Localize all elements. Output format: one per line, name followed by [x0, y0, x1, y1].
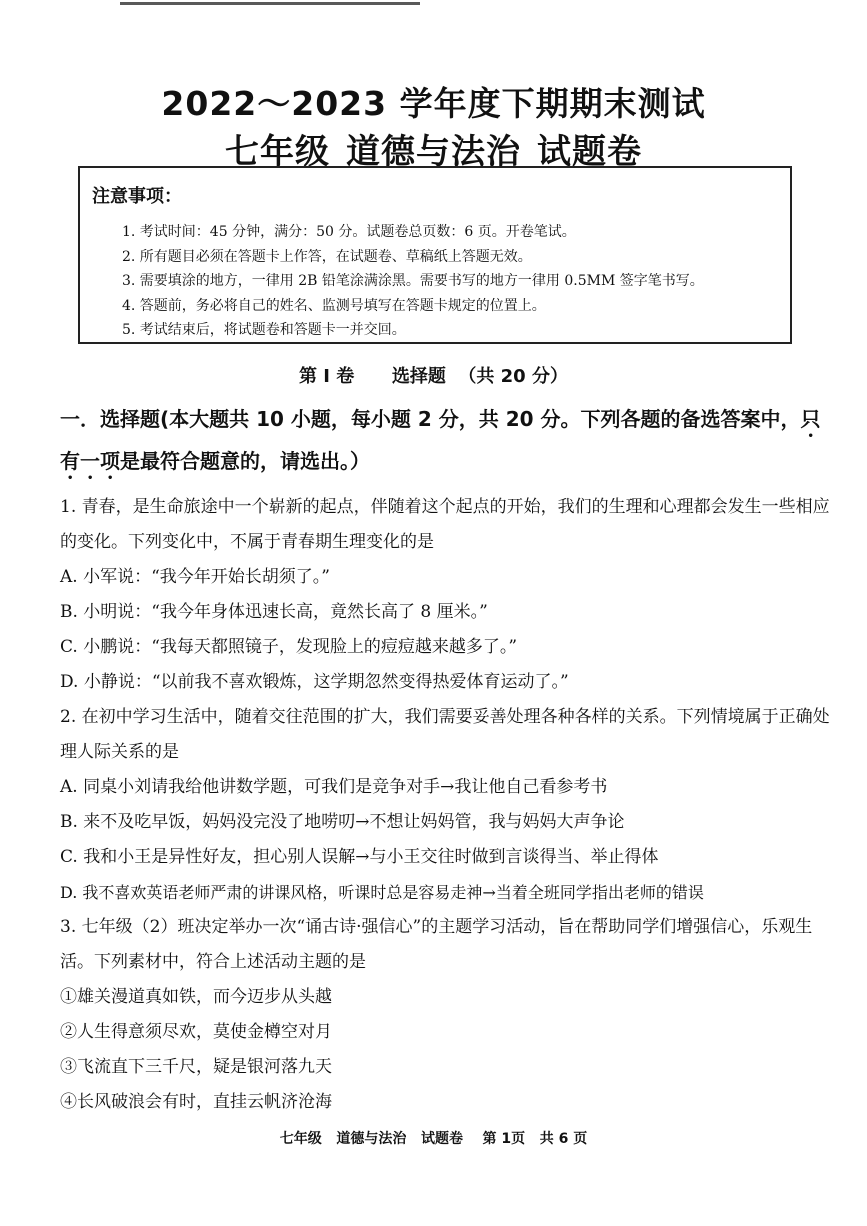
notice-item: 5. 考试结束后，将试题卷和答题卡一并交回。	[122, 322, 406, 338]
page-footer: 七年级 道德与法治 试题卷 第 1页 共 6 页	[279, 1131, 588, 1147]
question-option: C. 小鹏说：“我每天都照镜子，发现脸上的痘痘越来越多了。”	[60, 637, 518, 657]
question-1	[60, 490, 830, 700]
question-option: ②人生得意须尽欢，莫使金樽空对月	[60, 1022, 332, 1042]
question-stem: 3. 七年级（2）班决定举办一次“诵古诗·强信心”的主题学习活动，旨在帮助同学们增强信心，乐观生活。下列素材中，符合上述活动主题的是	[60, 917, 813, 972]
exam-title: 2022～2023 学年度下期期末测试	[161, 84, 706, 123]
question-option: C. 我和小王是异性好友，担心别人误解→与小王交往时做到言谈得当、举止得体	[60, 847, 659, 867]
scan-top-line	[120, 2, 420, 5]
question-option: A. 同桌小刘请我给他讲数学题，可我们是竞争对手→我让他自己看参考书	[60, 777, 608, 797]
mcq-instructions-emphasis: 只有一项	[60, 407, 821, 473]
notice-item: 3. 需要填涂的地方，一律用 2B 铅笔涂满涂黑。需要书写的地方一律用 0.5MM 签字笔书写。	[122, 273, 704, 289]
question-option: D. 小静说：“以前我不喜欢锻炼，这学期忽然变得热爱体育运动了。”	[60, 672, 569, 692]
notice-heading: 注意事项：	[92, 186, 182, 207]
notice-box	[78, 166, 792, 344]
mcq-instructions-part2: 是最符合题意的，请选出。）	[120, 449, 370, 473]
subject-label: 道德与法治	[346, 132, 521, 172]
question-stem: 1. 青春，是生命旅途中一个崭新的起点，伴随着这个起点的开始，我们的生理和心理都会发生一些相应的变化。下列变化中，不属于青春期生理变化的是	[60, 497, 830, 552]
question-option: B. 小明说：“我今年身体迅速长高，竟然长高了 8 厘米。”	[60, 602, 488, 622]
question-content	[60, 400, 830, 1120]
question-option: D. 我不喜欢英语老师严肃的讲课风格，听课时总是容易走神→当着全班同学指出老师的错误	[60, 883, 704, 902]
notice-item: 1. 考试时间：45 分钟，满分：50 分。试题卷总页数：6 页。开卷笔试。	[122, 224, 576, 240]
question-option: ①雄关漫道真如铁，而今迈步从头越	[60, 987, 332, 1007]
notice-item: 2. 所有题目必须在答题卡上作答，在试题卷、草稿纸上答题无效。	[122, 248, 532, 265]
question-stem: 2. 在初中学习生活中，随着交往范围的扩大，我们需要妥善处理各种各样的关系。下列情境属于正确处理人际关系的是	[60, 707, 830, 762]
section-title: 第 I 卷 选择题 （共 20 分）	[299, 366, 568, 387]
question-2	[60, 700, 830, 910]
notice-item: 4. 答题前，务必将自己的姓名、监测号填写在答题卡规定的位置上。	[122, 297, 546, 314]
question-option: ④长风破浪会有时，直挂云帆济沧海	[60, 1092, 332, 1112]
grade-label: 七年级	[225, 132, 330, 172]
question-3	[60, 910, 830, 1120]
mcq-instructions	[60, 400, 830, 484]
question-option: A. 小军说：“我今年开始长胡须了。”	[60, 567, 330, 587]
question-option: B. 来不及吃早饭，妈妈没完没了地唠叨→不想让妈妈管，我与妈妈大声争论	[60, 812, 625, 832]
paper-label: 试题卷	[537, 132, 642, 172]
question-option: ③飞流直下三千尺，疑是银河落九天	[60, 1057, 332, 1077]
mcq-instructions-part1: 一．选择题(本大题共 10 小题，每小题 2 分，共 20 分。下列各题的备选答案中，	[60, 407, 801, 431]
notice-list	[122, 220, 704, 343]
